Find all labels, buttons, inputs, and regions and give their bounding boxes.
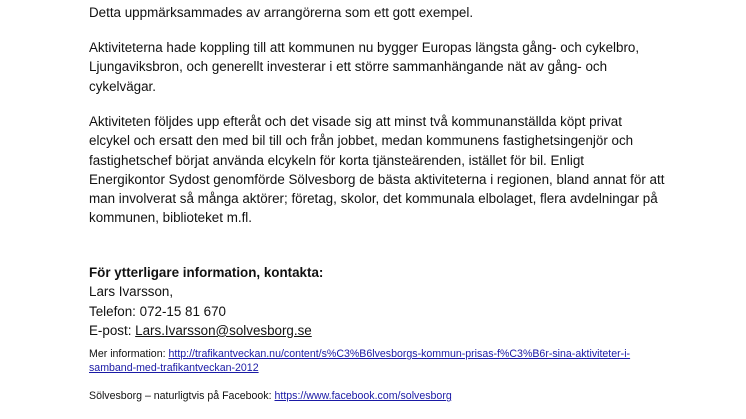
paragraph-line: Aktiviteten följdes upp efteråt och det visade sig att minst två kommunanställda köpt privat — [89, 114, 622, 129]
more-info-row — [89, 348, 630, 362]
more-info-link-continued[interactable]: samband-med-trafikantveckan-2012 — [89, 361, 259, 374]
contact-email-row — [89, 321, 689, 340]
contact-email-link[interactable]: Lars.Ivarsson@solvesborg.se — [135, 322, 312, 338]
paragraph-3 — [89, 112, 689, 228]
more-info-label: Mer information: — [89, 348, 169, 360]
paragraph-line: Energikontor Sydost genomförde Sölvesborg de bästa aktiviteterna i regionen, bland annat för att — [89, 171, 665, 187]
paragraph-1 — [89, 3, 689, 22]
paragraph-line: kommunen, biblioteket m.fl. — [89, 210, 252, 226]
paragraph-line: Aktiviteterna hade koppling till att kommunen nu bygger Europas längsta gång- och cykelbro, — [89, 40, 640, 55]
facebook-label: Sölvesborg – naturligtvis på Facebook: — [89, 390, 275, 402]
more-info-link[interactable]: http://trafikantveckan.nu/content/s%C3%B6lvesborgs-kommun-prisas-f%C3%B6r-sina-aktiviteter-i- — [168, 348, 631, 360]
contact-email-label: E-post: — [89, 322, 136, 338]
facebook-link[interactable]: https://www.facebook.com/solvesborg — [274, 390, 452, 402]
paragraph-line: fastighetschef börjat använda elcykeln för korta tjänsteärenden, istället för bil. Enligt — [89, 152, 584, 168]
facebook-block — [89, 390, 452, 404]
paragraph-line: cykelvägar. — [89, 78, 156, 94]
paragraph-2 — [89, 38, 689, 96]
contact-name: Lars Ivarsson, — [89, 284, 174, 300]
paragraph-line: elcykel och ersatt den med bil till och från jobbet, medan kommunens fastighetsingenjör och — [89, 133, 634, 149]
contact-block — [89, 263, 689, 340]
more-info-row-2 — [89, 362, 630, 376]
paragraph-line: Detta uppmärksammades av arrangörerna som ett gott exempel. — [89, 5, 474, 20]
more-info-block — [89, 348, 630, 375]
paragraph-line: man involverat så många aktörer; företag, skolor, det kommunala elbolaget, flera avdelningar på — [89, 191, 658, 207]
facebook-row — [89, 390, 452, 404]
paragraph-line: Ljungaviksbron, och generellt investerar i ett större sammanhängande nät av gång- och — [89, 59, 608, 75]
contact-heading: För ytterligare information, kontakta: — [89, 265, 324, 280]
contact-phone: Telefon: 072-15 81 670 — [89, 303, 226, 319]
